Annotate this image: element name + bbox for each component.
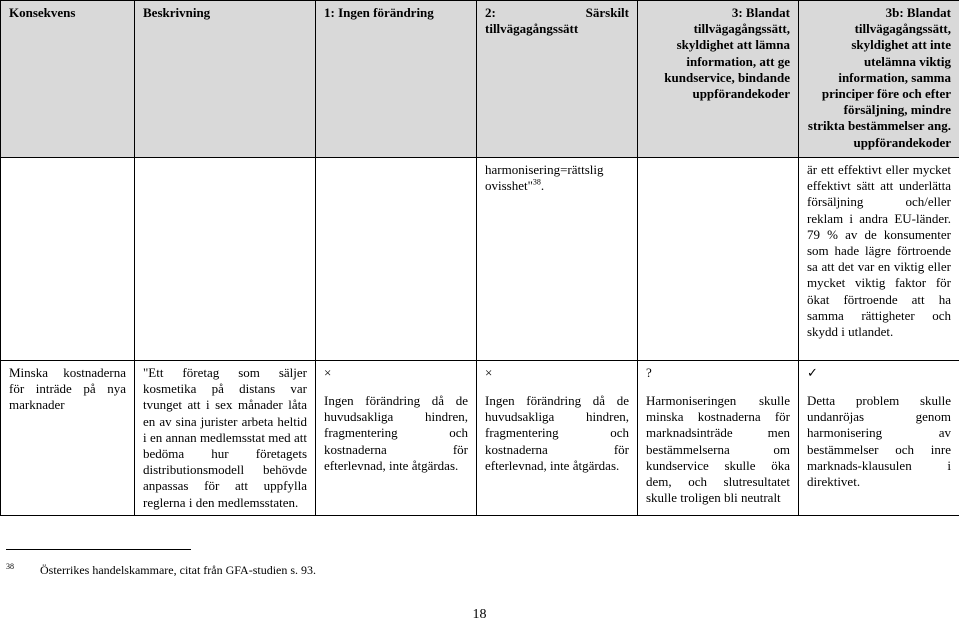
- page-number: 18: [472, 607, 487, 622]
- option-1-text: Ingen förändring då de huvudsakliga hindren, fragmentering och kostnaderna för efterlevnad, inte åtgärdas.: [324, 393, 468, 473]
- cell-option-2-continued: [477, 158, 638, 361]
- option-3b-text: Detta problem skulle undanröjas genom harmonisering av bestämmelser och inre marknads-klausulen i direktivet.: [807, 393, 951, 490]
- header-option-3b: 3b: Blandat tillvägagångssätt, skyldighet att inte utelämna viktig information, samma principer före och efter försäljning, mindre strikta bestämmelser ang. uppförandekoder: [799, 1, 959, 158]
- header-option-3: 3: Blandat tillvägagångssätt, skyldighet att lämna information, att ge kundservice, bindande uppförandekoder: [638, 1, 799, 158]
- cell-empty: [638, 158, 799, 361]
- question-icon: ?: [646, 365, 652, 380]
- cell-description: "Ett företag som säljer kosmetika på distans var tvunget att i sex månader låta en av sina jurister arbeta heltid i en annan medlemsstat med att bedöma hur företagets distributionsmodell behövde anpassas för att uppfylla reglerna i den medlemsstaten.: [135, 361, 316, 516]
- continued-text-end: .: [540, 178, 545, 194]
- table-header-row: [1, 1, 959, 158]
- cell-option-2: [477, 361, 638, 516]
- cell-option-3b-continued: är ett effektivt eller mycket effektivt sätt att underlätta försäljning och/eller reklam i andra EU-länder. 79 % av de konsumenter som hade lägre förtroende sa att det var en viktig eller mycket viktig faktor för ökat förtroende att ha samma rättigheter och skydd i utlandet.: [799, 158, 959, 361]
- option-3-text: Harmoniseringen skulle minska kostnaderna för marknadsinträde men bestämmelserna om kundservice skulle öka dem, och slutresultatet skulle troligen bli neutralt: [646, 393, 790, 506]
- cell-empty: [1, 158, 135, 361]
- cell-empty: [135, 158, 316, 361]
- cell-empty: [316, 158, 477, 361]
- header-option-2: 2: Särskilt tillvägagångssätt: [477, 1, 638, 158]
- cell-option-3b: [799, 361, 959, 516]
- header-description: Beskrivning: [135, 1, 316, 158]
- footnote-reference[interactable]: 38: [532, 177, 541, 187]
- option-2-text: Ingen förändring då de huvudsakliga hindren, fragmentering och kostnaderna för efterlevnad, inte åtgärdas.: [485, 393, 629, 473]
- cross-icon: ×: [324, 365, 332, 380]
- footnote-number: 38: [6, 562, 14, 571]
- header-option-1: 1: Ingen förändring: [316, 1, 477, 158]
- table-row: [1, 361, 959, 516]
- cross-icon: ×: [485, 365, 493, 380]
- footnote-divider: [6, 549, 191, 550]
- check-icon: ✓: [807, 365, 818, 380]
- header-consequence: Konsekvens: [1, 1, 135, 158]
- table-row: [1, 158, 959, 361]
- continued-text: harmonisering=rättslig ovisshet": [485, 162, 604, 194]
- cell-consequence: Minska kostnaderna för inträde på nya marknader: [1, 361, 135, 516]
- cell-option-1: [316, 361, 477, 516]
- footnote: [6, 562, 316, 578]
- footnote-text: Österrikes handelskammare, citat från GFA-studien s. 93.: [40, 563, 317, 577]
- cell-option-3: [638, 361, 799, 516]
